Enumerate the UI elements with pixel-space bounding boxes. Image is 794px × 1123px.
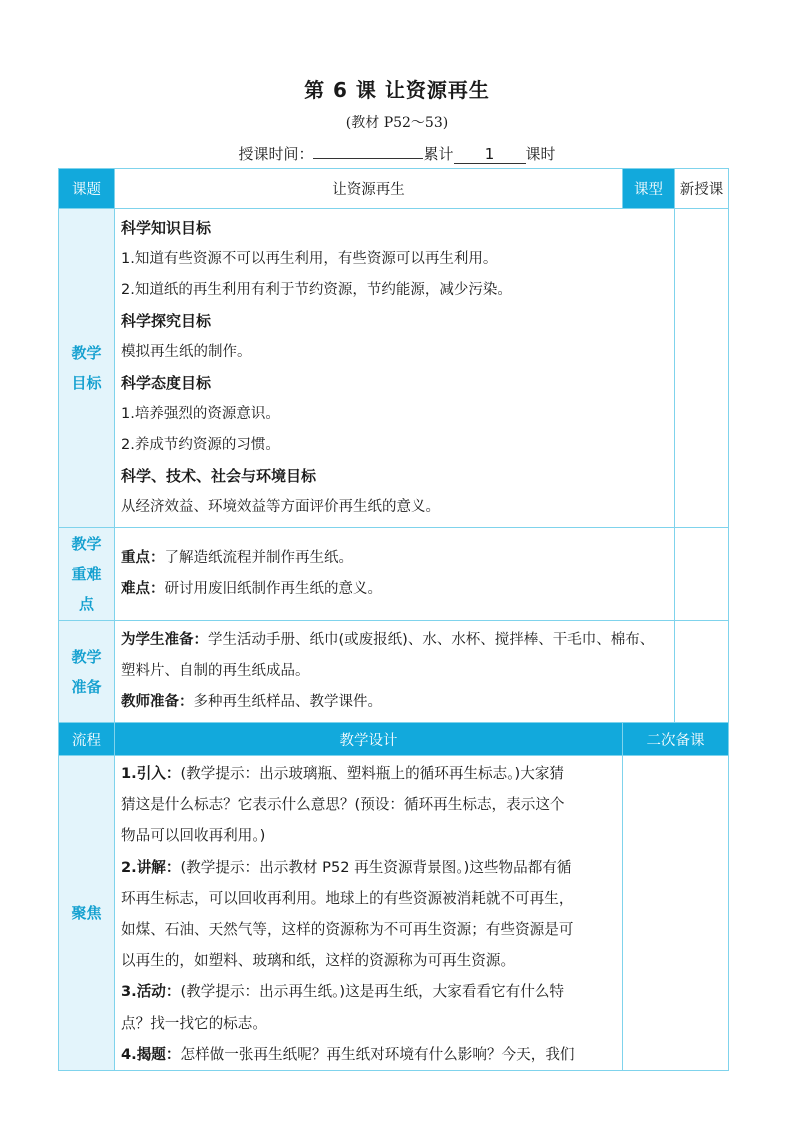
keypoints-row [59, 528, 729, 621]
goal-heading: 科学、技术、社会与环境目标 [121, 467, 317, 485]
time-label: 授课时间： [238, 145, 314, 163]
prep-row [59, 621, 729, 723]
goal-item: 从经济效益、环境效益等方面评价再生纸的意义。 [121, 499, 440, 515]
flow-line: 1.引入：(教学提示：出示玻璃瓶、塑料瓶上的循环再生标志。)大家猜 [121, 765, 565, 782]
flow-line: 环再生标志，可以回收再利用。地球上的有些资源被消耗就不可再生， [121, 889, 574, 907]
goals-label: 教学 目标 [59, 209, 115, 528]
flow-line: 点？找一找它的标志。 [121, 1014, 267, 1032]
topic-value: 让资源再生 [115, 169, 623, 209]
lesson-title: 第 6 课 让资源再生 [304, 78, 490, 102]
flow-line: 3.活动：(教学提示：出示再生纸。)这是再生纸，大家看看它有什么特 [121, 983, 565, 1001]
goal-item: 2.知道纸的再生利用有利于节约资源，节约能源，减少污染。 [121, 282, 512, 298]
type-value: 新授课 [675, 169, 729, 209]
flow-header-row [59, 723, 729, 756]
time-blank[interactable] [313, 158, 423, 159]
focus-content [115, 756, 623, 1071]
flow-line: 物品可以回收再利用。) [121, 827, 266, 845]
goals-row [59, 209, 729, 528]
keypoints-content [115, 528, 675, 621]
prep-notes [675, 621, 729, 723]
flow-line: 猜这是什么标志？它表示什么意思？(预设：循环再生标志，表示这个 [121, 796, 565, 814]
goal-heading: 科学知识目标 [121, 219, 212, 237]
goal-item: 模拟再生纸的制作。 [121, 344, 252, 360]
key-point: 重点：了解造纸流程并制作再生纸。 [121, 550, 353, 566]
flow-label: 流程 [59, 723, 115, 756]
topic-row [59, 169, 729, 209]
second-prep-label: 二次备课 [623, 723, 729, 756]
flow-line: 以再生的，如塑料、玻璃和纸，这样的资源称为可再生资源。 [121, 952, 516, 970]
accum-label: 累计 [423, 145, 454, 163]
class-time-line [0, 143, 794, 164]
focus-label: 聚焦 [59, 756, 115, 1071]
lesson-plan-table [58, 168, 729, 1071]
goal-heading: 科学探究目标 [121, 312, 212, 330]
prep-teacher: 教师准备：多种再生纸样品、教学课件。 [121, 694, 382, 710]
type-label: 课型 [623, 169, 675, 209]
goals-notes [675, 209, 729, 528]
difficult-point: 难点：研讨用废旧纸制作再生纸的意义。 [121, 581, 382, 597]
prep-content [115, 621, 675, 723]
accum-value[interactable]: 1 [454, 145, 526, 164]
flow-line: 2.讲解：(教学提示：出示教材 P52 再生资源背景图。)这些物品都有循 [121, 858, 572, 876]
keypoints-label: 教学 重难 点 [59, 528, 115, 621]
goal-item: 1.培养强烈的资源意识。 [121, 406, 280, 422]
focus-row [59, 756, 729, 1071]
second-prep-notes[interactable] [623, 756, 729, 1071]
goal-heading: 科学态度目标 [121, 374, 212, 392]
flow-line: 如煤、石油、天然气等，这样的资源称为不可再生资源；有些资源是可 [121, 921, 574, 939]
design-label: 教学设计 [115, 723, 623, 756]
topic-label: 课题 [59, 169, 115, 209]
flow-line: 4.揭题：怎样做一张再生纸呢？再生纸对环境有什么影响？今天，我们 [121, 1045, 575, 1063]
prep-label: 教学 准备 [59, 621, 115, 723]
goals-content [115, 209, 675, 528]
prep-student: 为学生准备：学生活动手册、纸巾(或废报纸)、水、水杯、搅拌棒、干毛巾、棉布、塑料片、自制的再生纸成品。 [121, 632, 655, 679]
textbook-pages: (教材 P52～53) [345, 115, 449, 131]
keypoints-notes [675, 528, 729, 621]
unit-label: 课时 [525, 145, 556, 163]
goal-item: 2.养成节约资源的习惯。 [121, 437, 280, 453]
goal-item: 1.知道有些资源不可以再生利用，有些资源可以再生利用。 [121, 251, 498, 267]
